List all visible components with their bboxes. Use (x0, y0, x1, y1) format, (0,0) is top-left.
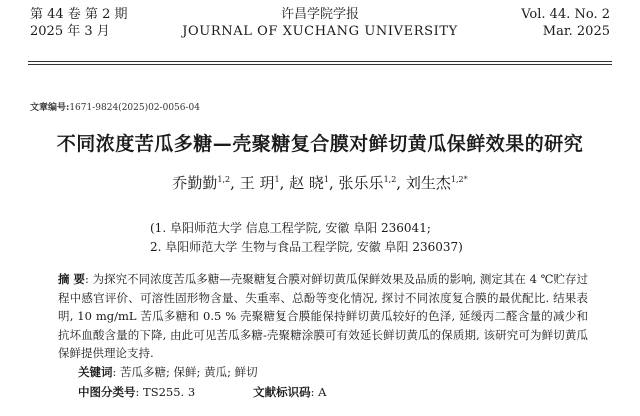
author-name: 乔勤勤 (172, 174, 218, 192)
author-separator: , (279, 174, 290, 192)
author-name: 赵 晓 (289, 174, 324, 192)
author-separator: , (396, 174, 406, 192)
author-affiliation-mark: 1,2 (217, 175, 231, 184)
journal-header (0, 0, 640, 66)
author-separator: , (329, 174, 339, 192)
keywords-text: : 苦瓜多糖; 保鲜; 黄瓜; 鲜切 (112, 365, 258, 379)
article-number-value: 1671-9824(2025)02-0056-04 (69, 103, 200, 113)
clc-value: : TS255. 3 (135, 385, 196, 399)
author-affiliation-mark: 1,2 (383, 175, 397, 184)
keywords-label: 关键词 (78, 365, 113, 379)
abstract (58, 270, 588, 363)
header-rule-bottom (28, 64, 612, 65)
author-list (0, 172, 640, 193)
author-name: 刘生杰 (405, 174, 451, 192)
keywords (78, 364, 258, 380)
issue-date: 2025 年 3 月 (30, 24, 110, 39)
volume-issue: 第 44 卷 第 2 期 (30, 7, 128, 22)
author-affiliation-mark: 1 (323, 175, 329, 184)
clc-label: 中图分类号 (78, 385, 136, 399)
paper-title: 不同浓度苦瓜多糖—壳聚糖复合膜对鲜切黄瓜保鲜效果的研究 (56, 133, 584, 155)
author-affiliation-mark: 1 (274, 175, 280, 184)
header-rule-top (28, 61, 612, 62)
volume-issue-en: Vol. 44. No. 2 (521, 7, 610, 22)
affiliation-2: 2. 阜阳师范大学 生物与食品工程学院, 安徽 阜阳 236037) (150, 240, 463, 254)
abstract-text: : 为探究不同浓度苦瓜多糖—壳聚糖复合膜对鲜切黄瓜保鲜效果及品质的影响, 测定其在 4 ℃贮存过程中感官评价、可溶性固形物含量、失重率、总酚等变化情况, 探讨不同浓度复合膜的最优配比. 结果表明, 10 mg/mL 苦瓜多糖和 0.5 % 壳聚糖复合膜能保持鲜切黄瓜较好的色泽, 延缓丙二醛含量的减少和抗坏血酸含量的下降, 由此可见苦瓜多糖-壳聚糖涂膜可有效延长鲜切黄瓜的保质期, 该研究可为鲜切黄瓜保鲜提供理论支持. (58, 272, 588, 361)
author-name: 张乐乐 (338, 174, 384, 192)
classification-row (78, 384, 327, 400)
author-affiliation-mark: 1,2* (450, 175, 468, 184)
author-name: 王 玥 (239, 174, 275, 192)
journal-name-en: JOURNAL OF XUCHANG UNIVERSITY (182, 24, 458, 39)
abstract-label: 摘 要 (58, 272, 86, 286)
doc-code-label: 文献标识码 (253, 385, 311, 399)
affiliation-1: (1. 阜阳师范大学 信息工程学院, 安徽 阜阳 236041; (150, 221, 431, 235)
doc-code-value: : A (310, 385, 327, 399)
article-number-label: 文章编号: (30, 103, 70, 113)
article-number (30, 100, 200, 113)
issue-info-en (521, 6, 610, 40)
issue-date-en: Mar. 2025 (542, 24, 610, 39)
journal-name-cn: 许昌学院学报 (280, 7, 359, 22)
author-separator: , (230, 174, 240, 192)
